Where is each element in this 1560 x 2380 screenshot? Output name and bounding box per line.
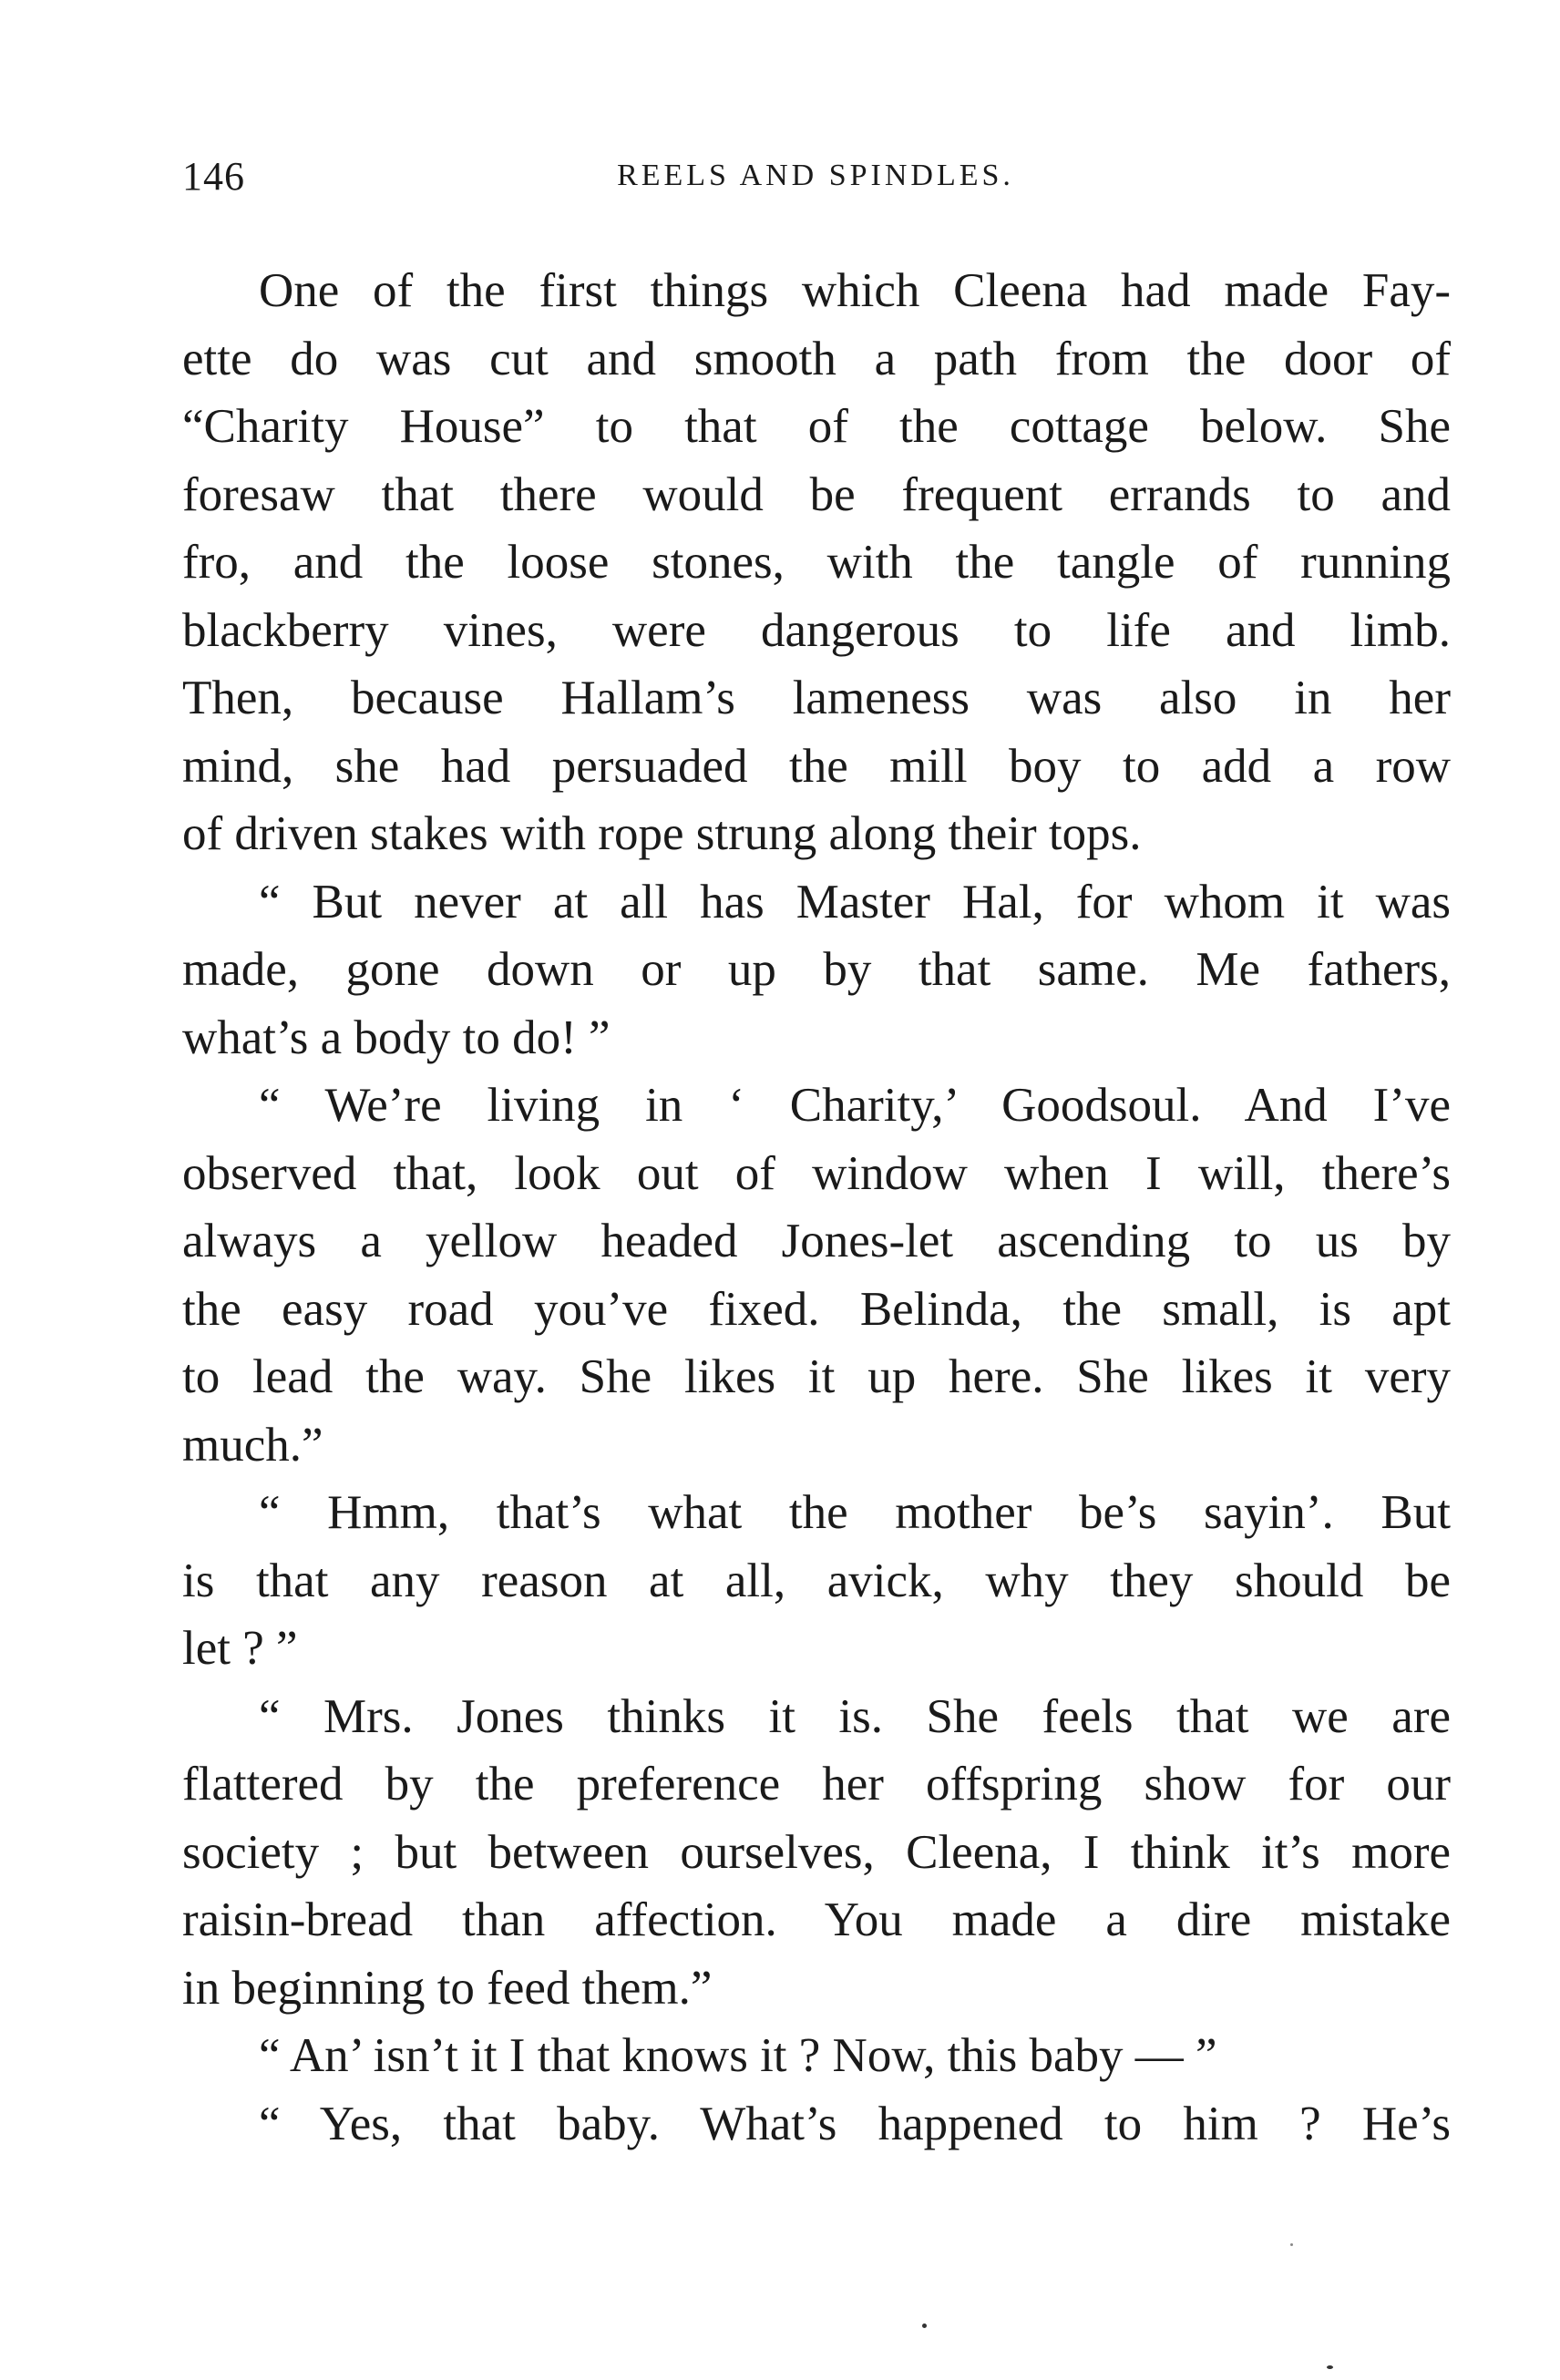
text-line: let ? ”	[182, 1622, 298, 1675]
text-line: “ Yes, that baby. What’s happened to him ? He’s	[259, 2097, 1451, 2150]
text-line: ette do was cut and smooth a path from the door of	[182, 332, 1451, 385]
text-line: flattered by the preference her offspring show for our	[182, 1758, 1451, 1811]
text-line: “ But never at all has Master Hal, for whom it was	[259, 875, 1451, 928]
scan-speck	[1290, 2243, 1293, 2246]
text-line: made, gone down or up by that same. Me fathers,	[182, 943, 1451, 996]
text-line: fro, and the loose stones, with the tangle of running	[182, 536, 1451, 589]
text-line: of driven stakes with rope strung along their tops.	[182, 807, 1142, 860]
text-line: the easy road you’ve fixed. Belinda, the small, is apt	[182, 1282, 1451, 1336]
text-line: “ We’re living in ‘ Charity,’ Goodsoul. And I’ve	[259, 1079, 1451, 1132]
text-line: to lead the way. She likes it up here. She likes it very	[182, 1350, 1451, 1403]
page-number: 146	[182, 154, 245, 199]
scan-speck	[1327, 2365, 1333, 2369]
text-line: blackberry vines, were dangerous to life and limb.	[182, 603, 1451, 657]
running-head: REELS AND SPINDLES.	[617, 159, 1014, 192]
scan-speck	[922, 2324, 927, 2328]
text-line: “Charity House” to that of the cottage below. She	[182, 400, 1451, 453]
text-line: foresaw that there would be frequent errands to and	[182, 467, 1451, 521]
text-line: mind, she had persuaded the mill boy to add a row	[182, 739, 1451, 793]
text-line: what’s a body to do! ”	[182, 1010, 611, 1064]
text-line: One of the first things which Cleena had made Fay-	[259, 264, 1451, 317]
text-line: “ Mrs. Jones thinks it is. She feels that we are	[259, 1689, 1451, 1743]
text-line: much.”	[182, 1418, 323, 1472]
text-line: Then, because Hallam’s lameness was also in her	[182, 672, 1451, 724]
page-header	[182, 153, 1449, 208]
text-line: always a yellow headed Jones-let ascending to us by	[182, 1215, 1451, 1267]
text-line: observed that, look out of window when I will, there’s	[182, 1146, 1451, 1200]
text-line: is that any reason at all, avick, why they should be	[182, 1554, 1451, 1607]
body-text	[182, 257, 1451, 2158]
text-line: “ An’ isn’t it I that knows it ? Now, this baby — ”	[259, 2029, 1217, 2082]
text-line: “ Hmm, that’s what the mother be’s sayin’. But	[259, 1486, 1451, 1539]
text-line: society ; but between ourselves, Cleena, I think it’s more	[182, 1825, 1451, 1879]
text-line: in beginning to feed them.”	[182, 1961, 713, 2015]
text-line: raisin-bread than affection. You made a dire mistake	[182, 1893, 1451, 1946]
